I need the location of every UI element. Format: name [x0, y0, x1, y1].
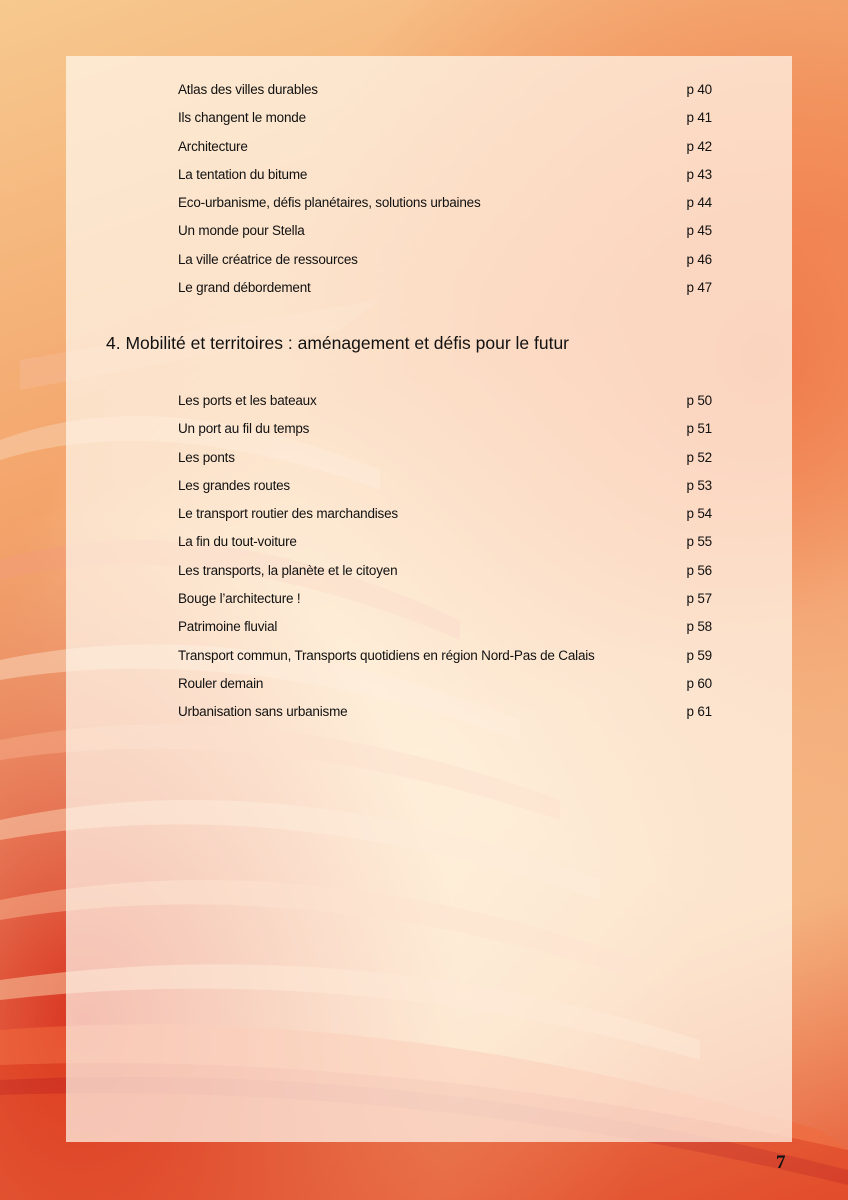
toc-entry-page: p 53: [686, 477, 712, 493]
toc-entry-title: Rouler demain: [178, 675, 264, 691]
toc-entry[interactable]: [178, 393, 712, 421]
toc-entry[interactable]: [178, 450, 712, 478]
toc-entry-title: La ville créatrice de ressources: [178, 251, 358, 267]
toc-entry[interactable]: [178, 139, 712, 167]
toc-entry-page: p 60: [686, 675, 712, 691]
page-number: 7: [776, 1152, 786, 1173]
toc-entry[interactable]: [178, 223, 712, 251]
toc-entry[interactable]: [178, 110, 712, 138]
toc-entry-page: p 46: [686, 251, 712, 267]
toc-entry-page: p 44: [686, 195, 712, 211]
toc-entry-page: p 41: [686, 110, 712, 126]
toc-list-part-2: [178, 393, 712, 733]
toc-entry-title: La fin du tout-voiture: [178, 534, 297, 550]
toc-entry-title: Le grand débordement: [178, 280, 311, 296]
toc-entry-page: p 54: [686, 506, 712, 522]
toc-entry-title: Atlas des villes durables: [178, 82, 318, 97]
toc-entry-page: p 58: [686, 619, 712, 635]
toc-entry-page: p 42: [686, 138, 712, 154]
toc-entry[interactable]: [178, 591, 712, 619]
toc-entry[interactable]: [178, 167, 712, 195]
toc-entry[interactable]: [178, 506, 712, 534]
toc-entry[interactable]: [178, 648, 712, 676]
toc-entry-page: p 52: [686, 449, 712, 465]
toc-entry-title: Un monde pour Stella: [178, 223, 305, 239]
toc-entry-page: p 59: [686, 647, 712, 663]
toc-entry-page: p 56: [686, 562, 712, 578]
toc-entry-title: Eco-urbanisme, défis planétaires, solutions urbaines: [178, 195, 481, 211]
toc-entry-title: Les ponts: [178, 449, 235, 465]
toc-entry[interactable]: [178, 478, 712, 506]
section-heading: 4. Mobilité et territoires : aménagement et défis pour le futur: [106, 333, 570, 353]
toc-entry[interactable]: [178, 619, 712, 647]
toc-entry[interactable]: [178, 252, 712, 280]
toc-entry-title: Un port au fil du temps: [178, 421, 310, 437]
toc-entry-title: Architecture: [178, 138, 248, 154]
toc-entry-title: Ils changent le monde: [178, 110, 306, 126]
toc-entry-page: p 47: [686, 280, 712, 296]
toc-entry-title: La tentation du bitume: [178, 166, 308, 182]
toc-entry-page: p 50: [686, 393, 712, 408]
toc-entry[interactable]: [178, 534, 712, 562]
toc-entry-title: Les ports et les bateaux: [178, 393, 317, 408]
toc-entry-title: Bouge l’architecture !: [178, 591, 301, 607]
toc-entry-title: Urbanisation sans urbanisme: [178, 704, 348, 720]
toc-entry-page: p 45: [686, 223, 712, 239]
toc-entry[interactable]: [178, 82, 712, 110]
toc-entry-page: p 57: [686, 591, 712, 607]
toc-entry[interactable]: [178, 280, 712, 308]
toc-entry-page: p 61: [686, 704, 712, 720]
toc-entry-title: Transport commun, Transports quotidiens en région Nord-Pas de Calais: [178, 647, 595, 663]
toc-entry-title: Les transports, la planète et le citoyen: [178, 562, 398, 578]
toc-entry-title: Le transport routier des marchandises: [178, 506, 398, 522]
toc-entry-page: p 55: [686, 534, 712, 550]
toc-entry-title: Les grandes routes: [178, 477, 290, 493]
toc-list-part-1: [178, 82, 712, 308]
toc-entry[interactable]: [178, 421, 712, 449]
toc-entry[interactable]: [178, 676, 712, 704]
toc-entry[interactable]: [178, 195, 712, 223]
toc-entry-page: p 40: [686, 82, 712, 97]
toc-entry[interactable]: [178, 563, 712, 591]
toc-entry-page: p 43: [686, 166, 712, 182]
toc-entry-title: Patrimoine fluvial: [178, 619, 278, 635]
toc-entry-page: p 51: [686, 421, 712, 437]
toc-entry[interactable]: [178, 704, 712, 732]
